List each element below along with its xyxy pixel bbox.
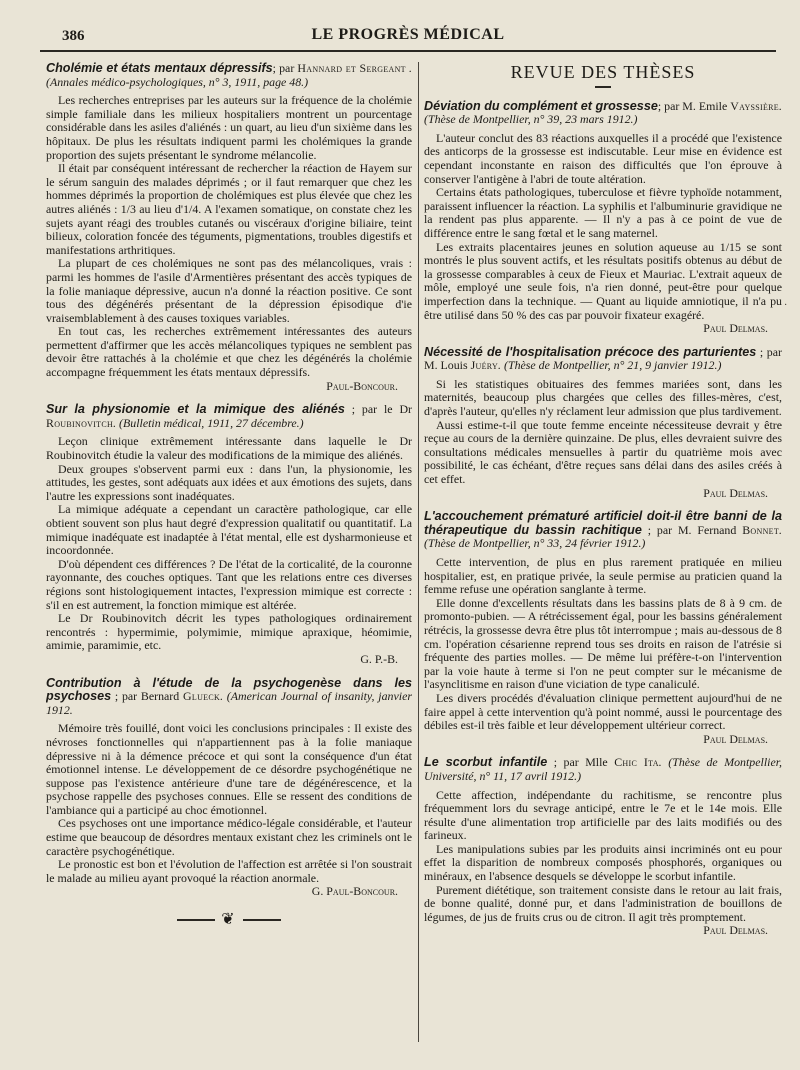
article-paragraph: Mémoire très fouillé, dont voici les conclusions principales : Il existe des névroses fonctionnelles qui n'appartiennent pas à la folie maniaque dépressive ni à la démence précoce et qui sont la conséquence d'un état émotionnel intense. Le développement de ce désordre psychogénétique ne suppose pas l'existence antérieure d'une tare de dégénérescence, et la psychose rappelle des psychoses connues. Elle se ressent des conditions de l'ambiance qui a participé au choc émotionnel. <box>46 721 412 817</box>
article-authors: Juéry <box>470 358 499 373</box>
column-divider <box>418 62 419 1042</box>
article-title: Contribution à l'étude de la psychogenèse dans les psychoses <box>46 675 412 704</box>
section-dash <box>595 86 611 88</box>
article-authors: Roubinovitch <box>46 415 114 430</box>
article-title: Le scorbut infantile <box>424 755 548 770</box>
page-number: 386 <box>62 28 85 44</box>
article-headline <box>424 756 782 783</box>
article-paragraph: Aussi estime-t-il que toute femme enceinte nécessiteuse devrait y être reçue au cours de la dernière quinzaine. De plus, elles devraient suivre des consultations médicales mensuelles à partir du quatrième mois avec possibilité, le cas échéant, d'être reçues sans délai dans des asiles créés à cet effet. <box>424 417 782 487</box>
article-paragraph: L'auteur conclut des 83 réactions auxquelles il a procédé que l'existence des anticorps de la grossesse est indiscutable. Leur mise en évidence est cependant inconstante en raison des difficultés que l'on éprouve à conserver l'antigène à l'abri de toute altération. <box>424 130 782 186</box>
article-paragraph: Il était par conséquent intéressant de rechercher la réaction de Hayem sur le sérum sanguin des malades déprimés ; or il faut remarquer que chez les hommes déprimés la proportion de cholémiques est plus élevée que chez les autres aliénés : 1/3 au lieu d'1/4. A l'examen somatique, on constate chez les sujets ayant réagi des troubles cutanés ou viscéraux d'origine biliaire, teint bilieux, coloration foncée des téguments, pigmentations, troubles digestifs et manifestations arthritiques. <box>46 161 412 257</box>
article-paragraph: La mimique adéquate a cependant un caractère pathologique, car elle obtient souvent son plus haut degré d'expression qualitatif ou quantitatif. La mimique inadéquate est inadaptée à l'état mental, elle est dysharmonieuse et incoordonnée. <box>46 502 412 558</box>
article-citation: . (Thèse de Montpellier, n° 39, 23 mars 1912.) <box>424 98 782 127</box>
article-paragraph: Les extraits placentaires jeunes en solution aqueuse au 1/15 se sont montrés le plus souvent actifs, et les résultats positifs obtenus au début de la grossesse comparables à ceux de Fieux et Mauriac. L'extrait aqueux de môle, employé une seule fois, n'a rien donné, peut-être pour quelque imperfection dans la technique. — Quant au liquide amniotique, il n'a pu être utilisé dans 50 % des cas par pouvoir fixateur exagéré. <box>424 239 782 322</box>
section-title: REVUE DES THÈSES <box>510 62 696 82</box>
article-citation: . (Thèse de Montpellier, n° 33, 24 février 1912.) <box>424 522 782 551</box>
article-signature: Paul Delmas. <box>703 485 768 500</box>
article-headline <box>46 403 412 430</box>
article-title: L'accouchement prématuré artificiel doit-il être banni de la thérapeutique du bassin rachitique <box>424 509 782 537</box>
article-scorbut <box>424 756 782 938</box>
article-paragraph: Le Dr Roubinovitch décrit les types pathologiques ordinairement rencontrés : hypermimie, polymimie, mimique apraxique, héomimie, amimie, paramimie, etc. <box>46 611 412 653</box>
article-paragraph: Cette intervention, de plus en plus rarement pratiquée en milieu hospitalier, est, en pratique privée, la seule permise au praticien quand la femme refuse une opération sanglante à terme. <box>424 555 782 597</box>
article-paragraph: Cette affection, indépendante du rachitisme, se rencontre plus fréquemment lors du sevrage anticipé, entre le 7e et le 14e mois. Elle résulte d'une alimentation trop artificielle par des laits modifiés ou des farineux. <box>424 787 782 843</box>
article-deviation <box>424 100 782 336</box>
ornament <box>46 913 412 927</box>
article-signature: Paul-Boncour. <box>326 378 398 393</box>
article-cholemie <box>46 62 412 393</box>
article-byline: ; par M. Louis <box>424 344 782 373</box>
article-physionomie <box>46 403 412 666</box>
article-byline: ; par le Dr <box>344 402 412 417</box>
page-header <box>40 22 776 52</box>
article-citation: . (Thèse de Montpellier, n° 21, 9 janvier 1912.) <box>498 358 722 373</box>
article-citation: . (Thèse de Montpellier, Université, n° 11, 17 avril 1912.) <box>424 755 782 783</box>
article-headline <box>424 100 782 127</box>
article-title: Sur la physionomie et la mimique des aliénés <box>46 402 345 417</box>
article-paragraph: Elle donne d'excellents résultats dans les bassins plats de 8 à 9 cm. de promonto-pubien. — A rétrécissement égal, pour les bassins généralement rétrécis, la grossesse devra être plus tôt interrompue ; mais au-dessous de 8 cm. l'opération césarienne reprend tous ses droits en raison de l'atrésie si fréquente des parties molles. — De même lui préfère-t-on l'intervention par la voie haute à terme si l'on ne peut compter sur le mécanisme de l'asynclitisme en raison d'une viciation de type canaliculé. <box>424 595 782 692</box>
article-signature: Paul Delmas. <box>703 321 768 336</box>
article-headline <box>46 62 412 89</box>
fleuron-icon: ❦ <box>221 911 237 929</box>
article-title: Déviation du complément et grossesse <box>424 98 658 113</box>
article-signature: G. P.-B. <box>360 651 398 666</box>
article-paragraph: Certains états pathologiques, tuberculose et fièvre typhoïde notamment, paraissent influencer la réaction. La syphilis et l'albuminurie gravidique ne la rendent pas plus apparente. — Il n'y a pas à ce point de vue de différence entre le sang fœtal et le sang maternel. <box>424 185 782 240</box>
article-byline: ; par <box>272 62 295 75</box>
article-paragraph: Les recherches entreprises par les auteurs sur la fréquence de la cholémie simple familiale dans les milieux hospitaliers montrent un pourcentage considérable dans les asiles d'aliénés : un quart, au lieu d'un sixième dans les hôpitaux. De plus les résultats indiquent parmi les cholémiques la grande proportion des sujets présentant le syndrome mélancolie. <box>46 93 412 162</box>
article-byline: ; par Mlle <box>547 755 615 770</box>
article-paragraph: Leçon clinique extrêmement intéressante dans laquelle le Dr Roubinovitch étudie la valeur des modifications de la mimique des aliénés. <box>46 434 412 463</box>
article-byline: ; par M. Emile <box>657 98 731 113</box>
article-title: Nécessité de l'hospitalisation précoce des parturientes <box>424 344 757 359</box>
article-paragraph: Les manipulations subies par les produits ainsi incriminés ont eu pour effet la disparition de nombreux composés phosphorés, organiques ou minéraux, en l'absence desquels se développe le scorbut infantile. <box>424 841 782 884</box>
article-paragraph: D'où dépendent ces différences ? De l'état de la corticalité, de la couronne rayonnante, des couches optiques. Tant que les relations entre ces diverses régions sont histologiquement intactes, l'expression mimique est correcte : s'il en est autrement, la fonction mimique est altérée. <box>46 556 412 612</box>
journal-title: LE PROGRÈS MÉDICAL <box>311 26 505 43</box>
article-byline: ; par Bernard <box>111 689 183 704</box>
article-byline: ; par M. Fernand <box>641 522 743 537</box>
article-paragraph: Deux groupes s'observent parmi eux : dans l'un, la physionomie, les attitudes, les gestes, sont adéquats aux idées et aux émotions des sujets, dans l'autre les expressions sont inadéquates. <box>46 461 412 503</box>
article-authors: Glueck <box>183 689 221 704</box>
article-accouchement <box>424 510 782 746</box>
article-citation: . (American Journal of insanity, janvier 1912. <box>46 689 412 717</box>
article-authors: Chic Ita <box>614 755 659 770</box>
article-citation: . (Bulletin médical, 1911, 27 décembre.) <box>113 415 304 430</box>
article-signature: G. Paul-Boncour. <box>311 884 398 899</box>
article-paragraph: Purement diététique, son traitement consiste dans le retour au lait frais, de bonne qualité, donné pur, et dans l'administration de bouillons de légumes, de jus de fruits crus ou de citron. Il agit très promptement. <box>424 882 782 924</box>
article-authors: Bonnet <box>742 522 780 537</box>
ornament-line <box>177 919 215 921</box>
article-signature: Paul Delmas. <box>703 923 768 938</box>
article-hospitalisation <box>424 346 782 501</box>
article-paragraph: En tout cas, les recherches extrêmement intéressantes des auteurs permettent d'affirmer que les accès mélancoliques typiques ne semblent pas devoir être rattachés à la cholémie et que chez les dégénérés la cholémie accompagne fréquemment les états mentaux dépressifs. <box>46 324 412 380</box>
left-column <box>46 62 412 1058</box>
article-citation: . (Annales médico-psychologiques, n° 3, 1911, page 48.) <box>46 62 412 89</box>
article-signature: Paul Delmas. <box>703 731 768 746</box>
article-headline <box>46 677 412 718</box>
article-authors: Vayssière <box>730 98 779 113</box>
right-column <box>424 62 782 1032</box>
article-authors: Hannard et Sergeant <box>297 62 406 75</box>
article-paragraph: Ces psychoses ont une importance médico-légale considérable, et l'auteur estime que beaucoup de désordres mentaux existant chez les criminels ont le caractère psychogénétique. <box>46 816 412 858</box>
article-paragraph: Le pronostic est bon et l'évolution de l'affection est arrêtée si l'on soustrait le malade au milieu ayant provoqué la réaction anormale. <box>46 857 412 885</box>
article-title: Cholémie et états mentaux dépressifs <box>46 62 273 75</box>
article-paragraph: La plupart de ces cholémiques ne sont pas des mélancoliques, vrais : parmi les hommes de l'asile d'Armentières présentant des accès typiques de la folie maniaque dépressive, aucun n'a donné la réaction positive. Ce sont tous des dégénérés présentant de la dépression épisodique d'ie vraisemblablement à des causes toxiques variables. <box>46 256 412 325</box>
article-paragraph: Si les statistiques obituaires des femmes mariées sont, dans les maternités, beaucoup plus chargées que celles des filles-mères, c'est, d'après l'auteur, qu'elles n'y réclament leur admission que plus tardivement. <box>424 376 782 419</box>
article-psychogenese <box>46 677 412 900</box>
edge-mark: · <box>784 300 788 311</box>
article-headline <box>424 510 782 551</box>
ornament-line <box>243 919 281 921</box>
article-paragraph: Les divers procédés d'évaluation clinique permettent aujourd'hui de ne faire appel à cette intervention qu'à point nommé, aussi le pourcentage des débiles est-il très faible et leur développement ultérieur correct. <box>424 690 782 733</box>
article-headline <box>424 346 782 373</box>
